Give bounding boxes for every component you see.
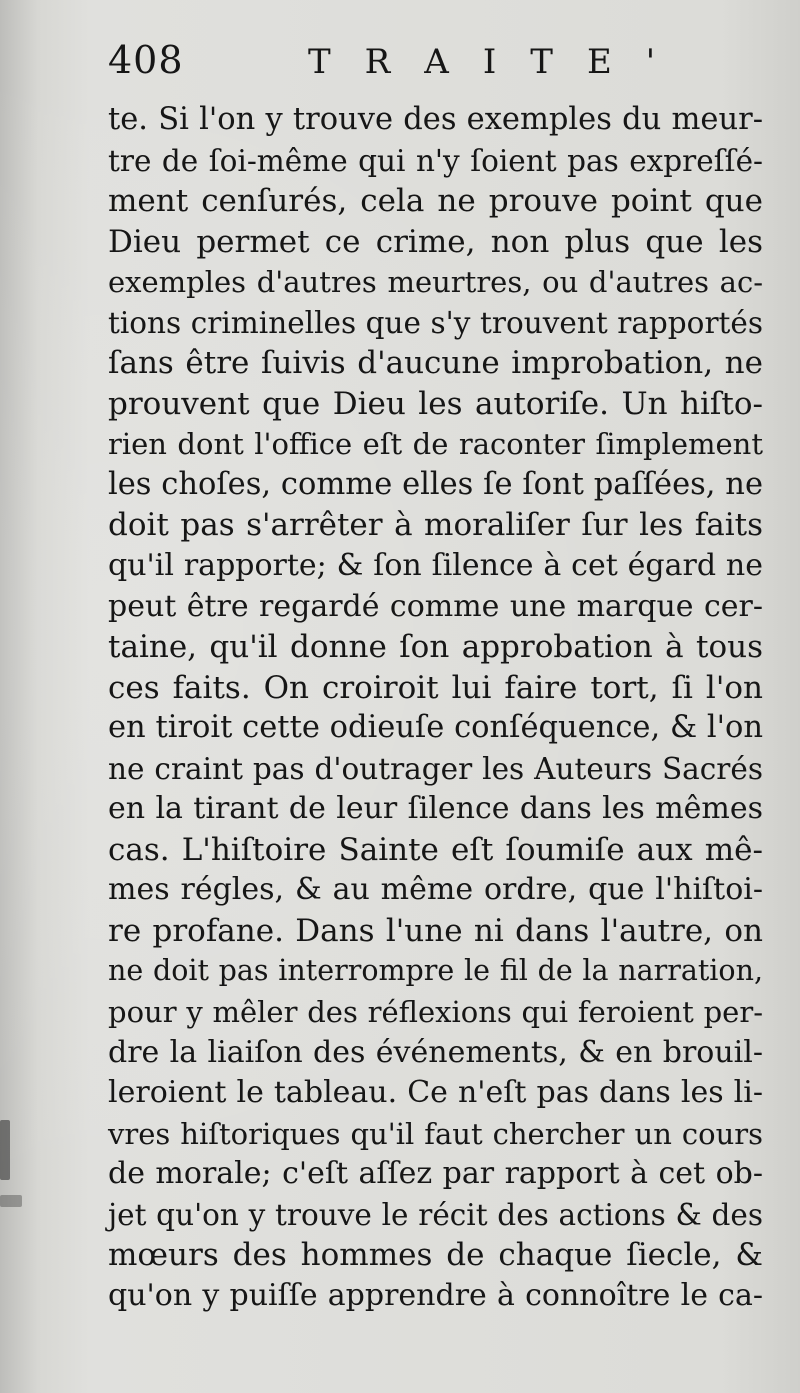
text-line: ſans être ſuivis d'aucune improbation, ne [108,345,763,382]
text-line: leroient le tableau. Ce n'eſt pas dans les li- [108,1075,763,1111]
text-line: exemples d'autres meurtres, ou d'autres ac- [108,265,763,300]
text-line: ne doit pas interrompre le fil de la narration, [108,954,763,988]
text-line: prouvent que Dieu les autoriſe. Un hiſto- [108,385,763,422]
text-line: tre de ſoi-même qui n'y ſoient pas expreſſé- [108,143,763,178]
text-line: pour y mêler des réflexions qui feroient per- [108,995,763,1030]
text-line: les choſes, comme elles ſe ſont paſſées, ne [108,466,763,502]
gutter-smudge [0,1120,10,1180]
body-text [108,100,763,1316]
text-line: ne craint pas d'outrager les Auteurs Sacrés [108,751,763,786]
gutter-smudge [0,1195,22,1207]
text-line: ces faits. On croiroit lui faire tort, ſi l'on [108,669,763,706]
text-line: doit pas s'arrêter à moraliſer ſur les faits [108,507,763,544]
text-line: qu'il rapporte; & ſon ſilence à cet égard ne [108,548,763,584]
running-head: TRAITE' [308,42,690,82]
text-line: mes régles, & au même ordre, que l'hiſtoi- [108,872,763,908]
text-line: peut être regardé comme une marque cer- [108,588,763,624]
page-number: 408 [108,38,184,82]
text-line: vres hiſtoriques qu'il faut chercher un cours [108,1116,763,1151]
text-line: taine, qu'il donne ſon approbation à tous [108,629,763,666]
text-line: cas. L'hiſtoire Sainte eſt ſoumiſe aux mê- [108,831,763,868]
text-line: de morale; c'eſt aſſez par rapport à cet ob- [108,1156,763,1192]
text-line: en la tirant de leur ſilence dans les mêmes [108,791,763,827]
text-line: rien dont l'office eſt de raconter ſimplement [108,427,763,462]
text-line: ment cenſurés, cela ne prouve point que [108,183,763,220]
text-line: Dieu permet ce crime, non plus que les [108,223,763,260]
text-line: en tiroit cette odieuſe conſéquence, & l'on [108,710,763,746]
text-line: mœurs des hommes de chaque ſiecle, & [108,1237,763,1274]
text-line: dre la liaiſon des événements, & en brouil- [108,1034,763,1070]
text-line: tions criminelles que s'y trouvent rapportés [108,305,763,340]
text-line: qu'on y puiſſe apprendre à connoître le ca- [108,1277,763,1313]
page-header [108,38,760,88]
text-line: re profane. Dans l'une ni dans l'autre, on [108,912,763,949]
text-line: jet qu'on y trouve le récit des actions & des [108,1197,763,1232]
text-line: te. Si l'on y trouve des exemples du meur- [108,102,763,137]
